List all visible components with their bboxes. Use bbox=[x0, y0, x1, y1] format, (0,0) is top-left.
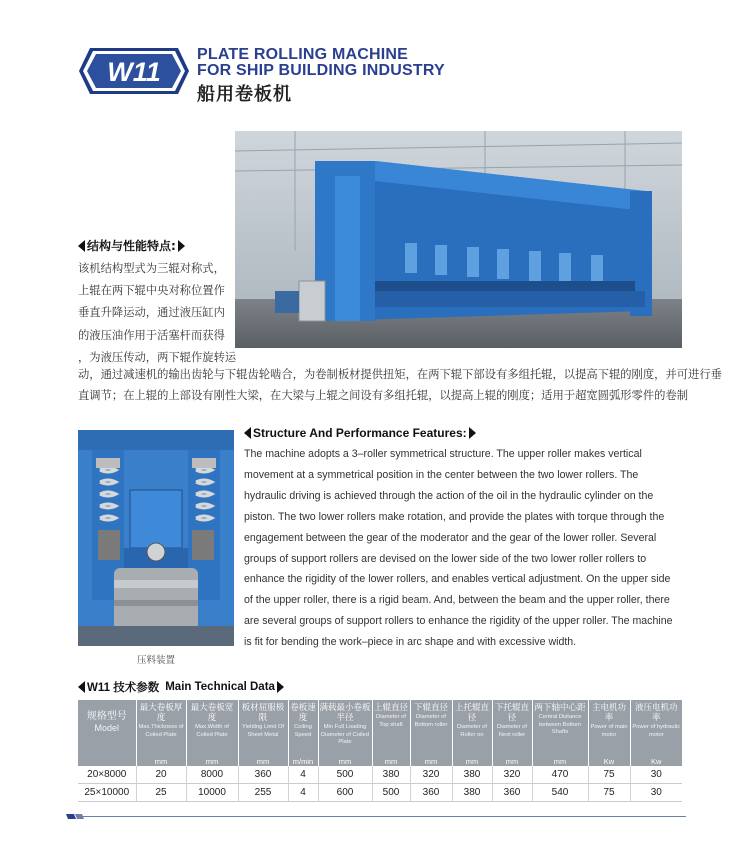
table-cell: 360 bbox=[238, 766, 288, 784]
en-line: groups of support rollers are devised on the lower side of the two lower roller rollers to bbox=[244, 552, 647, 565]
table-cell: 470 bbox=[532, 766, 588, 784]
unit-cell: Kw bbox=[630, 756, 682, 766]
column-header: 最大卷板厚度 Max.Thickness of Coiled Plate bbox=[136, 700, 186, 756]
column-header: 下辊直径 Diameter of Bottom roller bbox=[410, 700, 452, 756]
en-line: is fit for bending the work–piece in arc shape and with excessive width. bbox=[244, 636, 577, 649]
table-cell: 8000 bbox=[186, 766, 238, 784]
unit-cell bbox=[78, 756, 136, 766]
table-cell: 25 bbox=[136, 784, 186, 802]
table-row bbox=[78, 766, 682, 784]
cn-line: 直调节；在上辊的上部设有刚性大梁，在大梁与上辊之间设有多组托辊，以提高上辊的刚度；适用于超宽圆弧形零件的卷制 bbox=[78, 389, 689, 402]
en-paragraph bbox=[244, 444, 686, 653]
column-header: 规格型号 Model bbox=[78, 700, 136, 756]
column-header: 满载最小卷板半径 Min Full Loading Diameter of Coiled Plate bbox=[318, 700, 372, 756]
machine-photo bbox=[235, 131, 682, 348]
column-header: 板材屈服极限 Yielding Limit Of Sheet Metal bbox=[238, 700, 288, 756]
table-header-row bbox=[78, 700, 682, 756]
triangle-left-icon bbox=[78, 240, 85, 252]
title-line-2: FOR SHIP BUILDING INDUSTRY bbox=[197, 62, 445, 79]
unit-cell: m/min bbox=[288, 756, 318, 766]
unit-cell: mm bbox=[372, 756, 410, 766]
table-cell: 360 bbox=[410, 784, 452, 802]
table-cell: 30 bbox=[630, 784, 682, 802]
cn-line: 动，通过减速机的输出齿轮与下辊齿轮啮合，为卷制板材提供扭矩，在两下辊下部设有多组托辊，以提高下辊的刚度，并可进行垂 bbox=[78, 368, 722, 381]
en-section-heading bbox=[244, 426, 476, 440]
w11-badge bbox=[78, 46, 190, 96]
table-cell: 380 bbox=[452, 784, 492, 802]
table-cell: 4 bbox=[288, 766, 318, 784]
cn-line: 的液压油作用于活塞杆而获得 bbox=[78, 328, 225, 342]
cn-heading-text: 结构与性能特点: bbox=[87, 239, 176, 253]
en-line: movement at a symmetrical position in the center between the two lower rollers. The bbox=[244, 468, 639, 481]
column-header: 上托辊直径 Diameter of Roller on bbox=[452, 700, 492, 756]
en-line: of the upper roller, there is a rigid beam. And, between the beam and the upper roller, there bbox=[244, 594, 670, 607]
column-header: 卷板速度 Coiling Speed bbox=[288, 700, 318, 756]
table-row bbox=[78, 784, 682, 802]
table-heading-en: Main Technical Data bbox=[165, 681, 275, 693]
cn-line: ，为液压传动，两下辊作旋转运 bbox=[78, 350, 237, 364]
triangle-right-icon bbox=[178, 240, 185, 252]
unit-cell: mm bbox=[318, 756, 372, 766]
en-line: are several groups of support rollers to enhance the rigidity of the upper roller. The machine bbox=[244, 615, 673, 628]
technical-data-table bbox=[78, 700, 682, 802]
triangle-right-icon bbox=[277, 681, 284, 693]
en-heading-text: Structure And Performance Features: bbox=[253, 426, 467, 440]
cn-paragraph-wide bbox=[78, 364, 722, 406]
table-cell: 20 bbox=[136, 766, 186, 784]
table-cell: 380 bbox=[372, 766, 410, 784]
triangle-left-icon bbox=[244, 427, 251, 439]
unit-cell: mm bbox=[238, 756, 288, 766]
unit-cell: mm bbox=[186, 756, 238, 766]
triangle-left-icon bbox=[78, 681, 85, 693]
units-row bbox=[78, 756, 682, 766]
cn-section-heading bbox=[78, 237, 185, 254]
table-heading-cn: W11 技术参数 bbox=[87, 682, 160, 694]
table-cell: 255 bbox=[238, 784, 288, 802]
unit-cell: Kw bbox=[588, 756, 630, 766]
table-cell: 75 bbox=[588, 784, 630, 802]
column-header: 上辊直径 Diameter of Top shaft bbox=[372, 700, 410, 756]
table-cell: 4 bbox=[288, 784, 318, 802]
column-header: 主电机功率 Power of main motor bbox=[588, 700, 630, 756]
en-line: piston. The two lower rollers make rotation, and provide the plates with torque through the bbox=[244, 510, 665, 523]
en-line: engagement between the gear of the moderator and the gear of the lower roller. Several bbox=[244, 531, 657, 544]
en-line: enhance the rigidity of the lower rollers, and enables vertical adjustment. On the upper side bbox=[244, 573, 671, 586]
cn-line: 上辊在两下辊中央对称位置作 bbox=[78, 284, 225, 298]
title-line-1: PLATE ROLLING MACHINE bbox=[197, 46, 409, 63]
pressing-device-photo bbox=[78, 430, 234, 646]
table-cell: 600 bbox=[318, 784, 372, 802]
table-cell: 75 bbox=[588, 766, 630, 784]
table-cell: 10000 bbox=[186, 784, 238, 802]
column-header: 两下轴中心距 Central Distance between Bottom Shafts bbox=[532, 700, 588, 756]
unit-cell: mm bbox=[410, 756, 452, 766]
badge-text: W11 bbox=[107, 57, 161, 87]
cn-paragraph-short bbox=[78, 258, 237, 369]
table-cell: 20×8000 bbox=[78, 766, 136, 784]
table-cell: 500 bbox=[372, 784, 410, 802]
table-cell: 540 bbox=[532, 784, 588, 802]
footer-mark-icon bbox=[66, 812, 84, 821]
table-cell: 25×10000 bbox=[78, 784, 136, 802]
triangle-right-icon bbox=[469, 427, 476, 439]
column-header: 液压电机功率 Power of hydraulic motor bbox=[630, 700, 682, 756]
unit-cell: mm bbox=[532, 756, 588, 766]
table-cell: 380 bbox=[452, 766, 492, 784]
unit-cell: mm bbox=[452, 756, 492, 766]
cn-line: 该机结构型式为三辊对称式， bbox=[78, 262, 225, 275]
unit-cell: mm bbox=[136, 756, 186, 766]
table-cell: 320 bbox=[492, 766, 532, 784]
table-cell: 500 bbox=[318, 766, 372, 784]
column-header: 最大卷板宽度 Max.Width of Coiled Plate bbox=[186, 700, 238, 756]
table-cell: 30 bbox=[630, 766, 682, 784]
column-header: 下托辊直径 Diameter of Next roller bbox=[492, 700, 532, 756]
unit-cell: mm bbox=[492, 756, 532, 766]
product-title-en bbox=[197, 47, 445, 79]
table-cell: 320 bbox=[410, 766, 452, 784]
en-line: The machine adopts a 3–roller symmetrical structure. The upper roller makes vertical bbox=[244, 448, 642, 460]
cn-line: 垂直升降运动，通过液压缸内 bbox=[78, 306, 225, 320]
en-line: hydraulic driving is achieved through the action of the oil in the hydraulic cylinder on the bbox=[244, 489, 654, 502]
photo-caption: 压料装置 bbox=[136, 655, 175, 666]
footer-divider bbox=[78, 816, 686, 817]
product-title-cn: 船用卷板机 bbox=[197, 84, 292, 105]
table-cell: 360 bbox=[492, 784, 532, 802]
table-heading bbox=[78, 679, 284, 695]
